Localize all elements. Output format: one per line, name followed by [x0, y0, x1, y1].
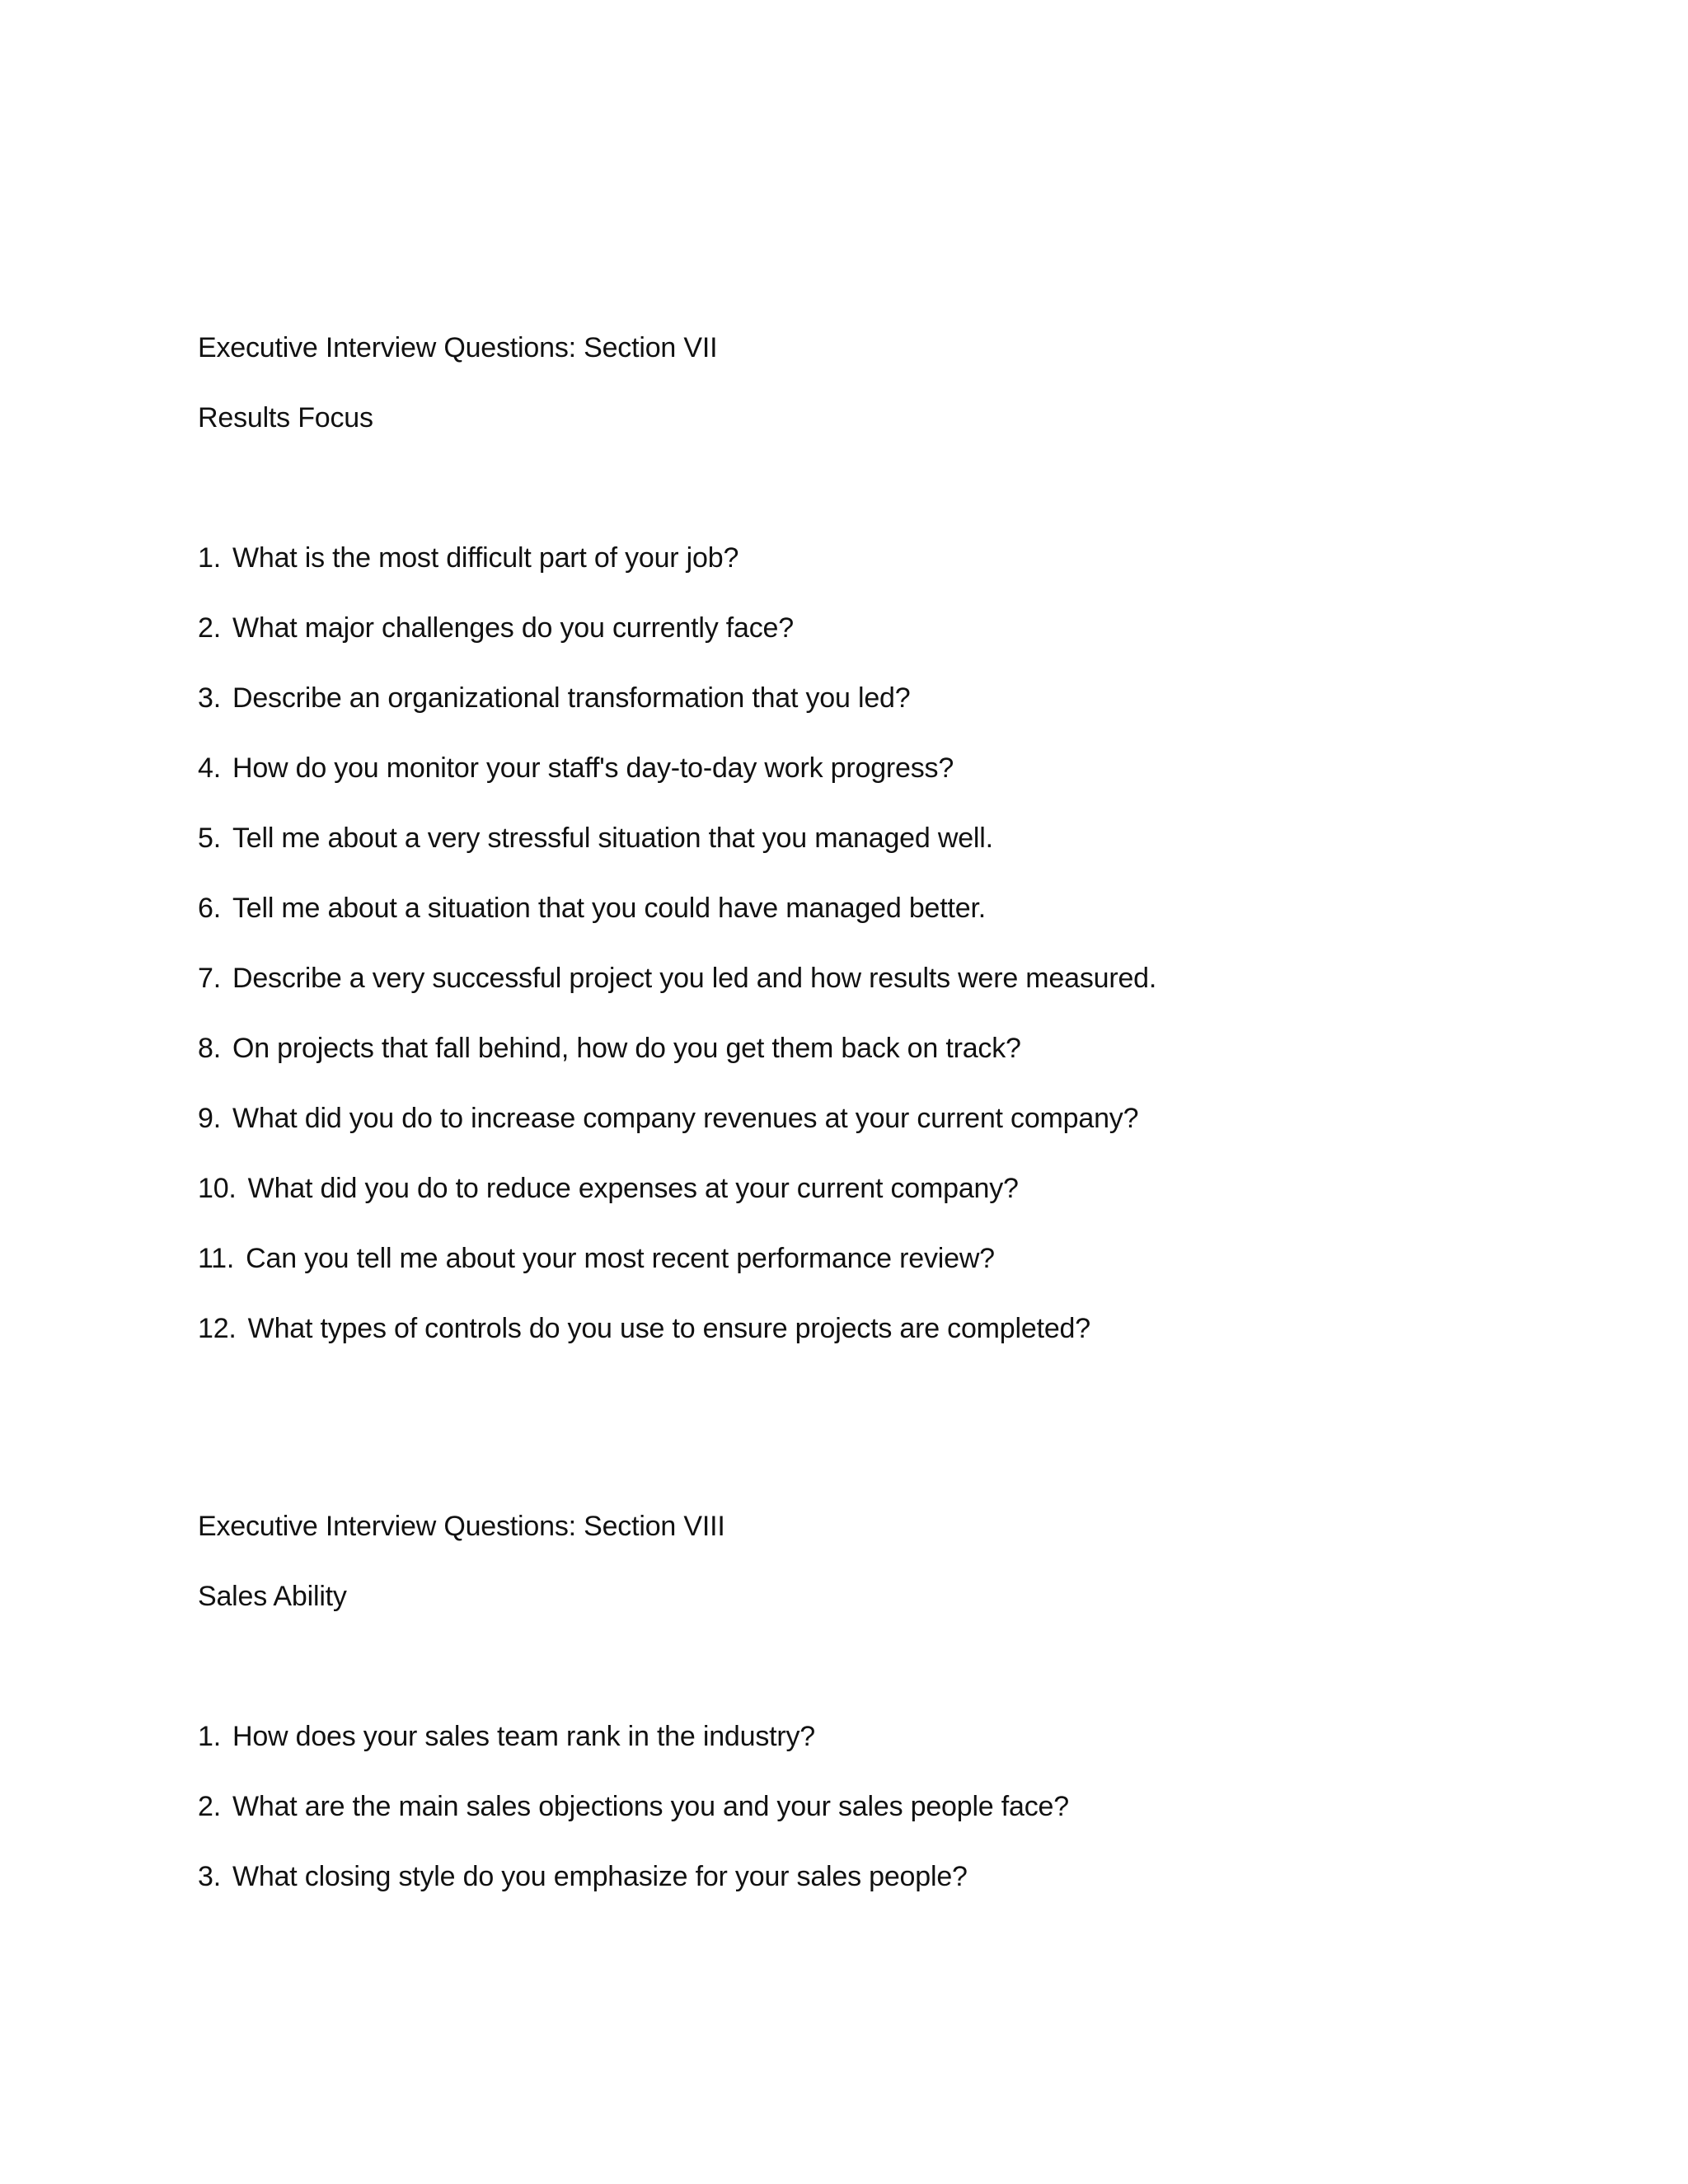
question-number: 4.: [198, 752, 221, 784]
question-number: 5.: [198, 823, 221, 854]
question-item: [198, 1172, 1517, 1205]
section-heading: Executive Interview Questions: Section VII: [198, 332, 718, 363]
question-item: [198, 682, 1517, 715]
question-number: 1.: [198, 542, 221, 574]
question-item: [198, 1720, 1517, 1753]
question-number: 6.: [198, 893, 221, 924]
question-item: [198, 962, 1517, 995]
section-subheading: Sales Ability: [198, 1581, 347, 1612]
section-viii: [198, 1510, 1517, 1930]
question-item: [198, 1032, 1517, 1065]
question-text: Describe an organizational transformation that you led?: [232, 682, 911, 714]
question-number: 2.: [198, 612, 221, 644]
question-text: What did you do to reduce expenses at your current company?: [247, 1173, 1019, 1204]
section-heading: Executive Interview Questions: Section VIII: [198, 1511, 725, 1542]
question-text: What major challenges do you currently face?: [232, 612, 794, 644]
question-text: Tell me about a situation that you could have managed better.: [232, 893, 986, 924]
question-text: What types of controls do you use to ensure projects are completed?: [247, 1313, 1090, 1344]
question-text: What did you do to increase company revenues at your current company?: [232, 1103, 1139, 1134]
question-list: [198, 541, 1517, 1345]
question-number: 10.: [198, 1173, 237, 1204]
question-text: What closing style do you emphasize for your sales people?: [232, 1861, 968, 1892]
section-vii: [198, 331, 1517, 1382]
question-number: 9.: [198, 1103, 221, 1134]
question-number: 2.: [198, 1791, 221, 1822]
question-list: [198, 1720, 1517, 1893]
question-text: On projects that fall behind, how do you get them back on track?: [232, 1033, 1021, 1064]
question-text: Tell me about a very stressful situation that you managed well.: [232, 823, 993, 854]
question-number: 12.: [198, 1313, 237, 1344]
question-number: 3.: [198, 682, 221, 714]
question-item: [198, 1790, 1517, 1823]
question-item: [198, 822, 1517, 855]
question-item: [198, 752, 1517, 785]
question-text: Describe a very successful project you led and how results were measured.: [232, 963, 1157, 994]
question-item: [198, 1860, 1517, 1893]
question-text: How does your sales team rank in the industry?: [232, 1721, 816, 1752]
question-number: 7.: [198, 963, 221, 994]
question-number: 11.: [198, 1243, 235, 1274]
question-item: [198, 892, 1517, 925]
question-item: [198, 1242, 1517, 1275]
question-text: What are the main sales objections you and your sales people face?: [232, 1791, 1069, 1822]
question-text: What is the most difficult part of your job?: [232, 542, 739, 574]
section-subheading: Results Focus: [198, 402, 373, 434]
question-item: [198, 612, 1517, 644]
question-number: 3.: [198, 1861, 221, 1892]
question-number: 8.: [198, 1033, 221, 1064]
question-item: [198, 1102, 1517, 1135]
question-text: Can you tell me about your most recent performance review?: [246, 1243, 995, 1274]
question-item: [198, 541, 1517, 574]
question-item: [198, 1312, 1517, 1345]
question-text: How do you monitor your staff's day-to-day work progress?: [232, 752, 954, 784]
question-number: 1.: [198, 1721, 221, 1752]
